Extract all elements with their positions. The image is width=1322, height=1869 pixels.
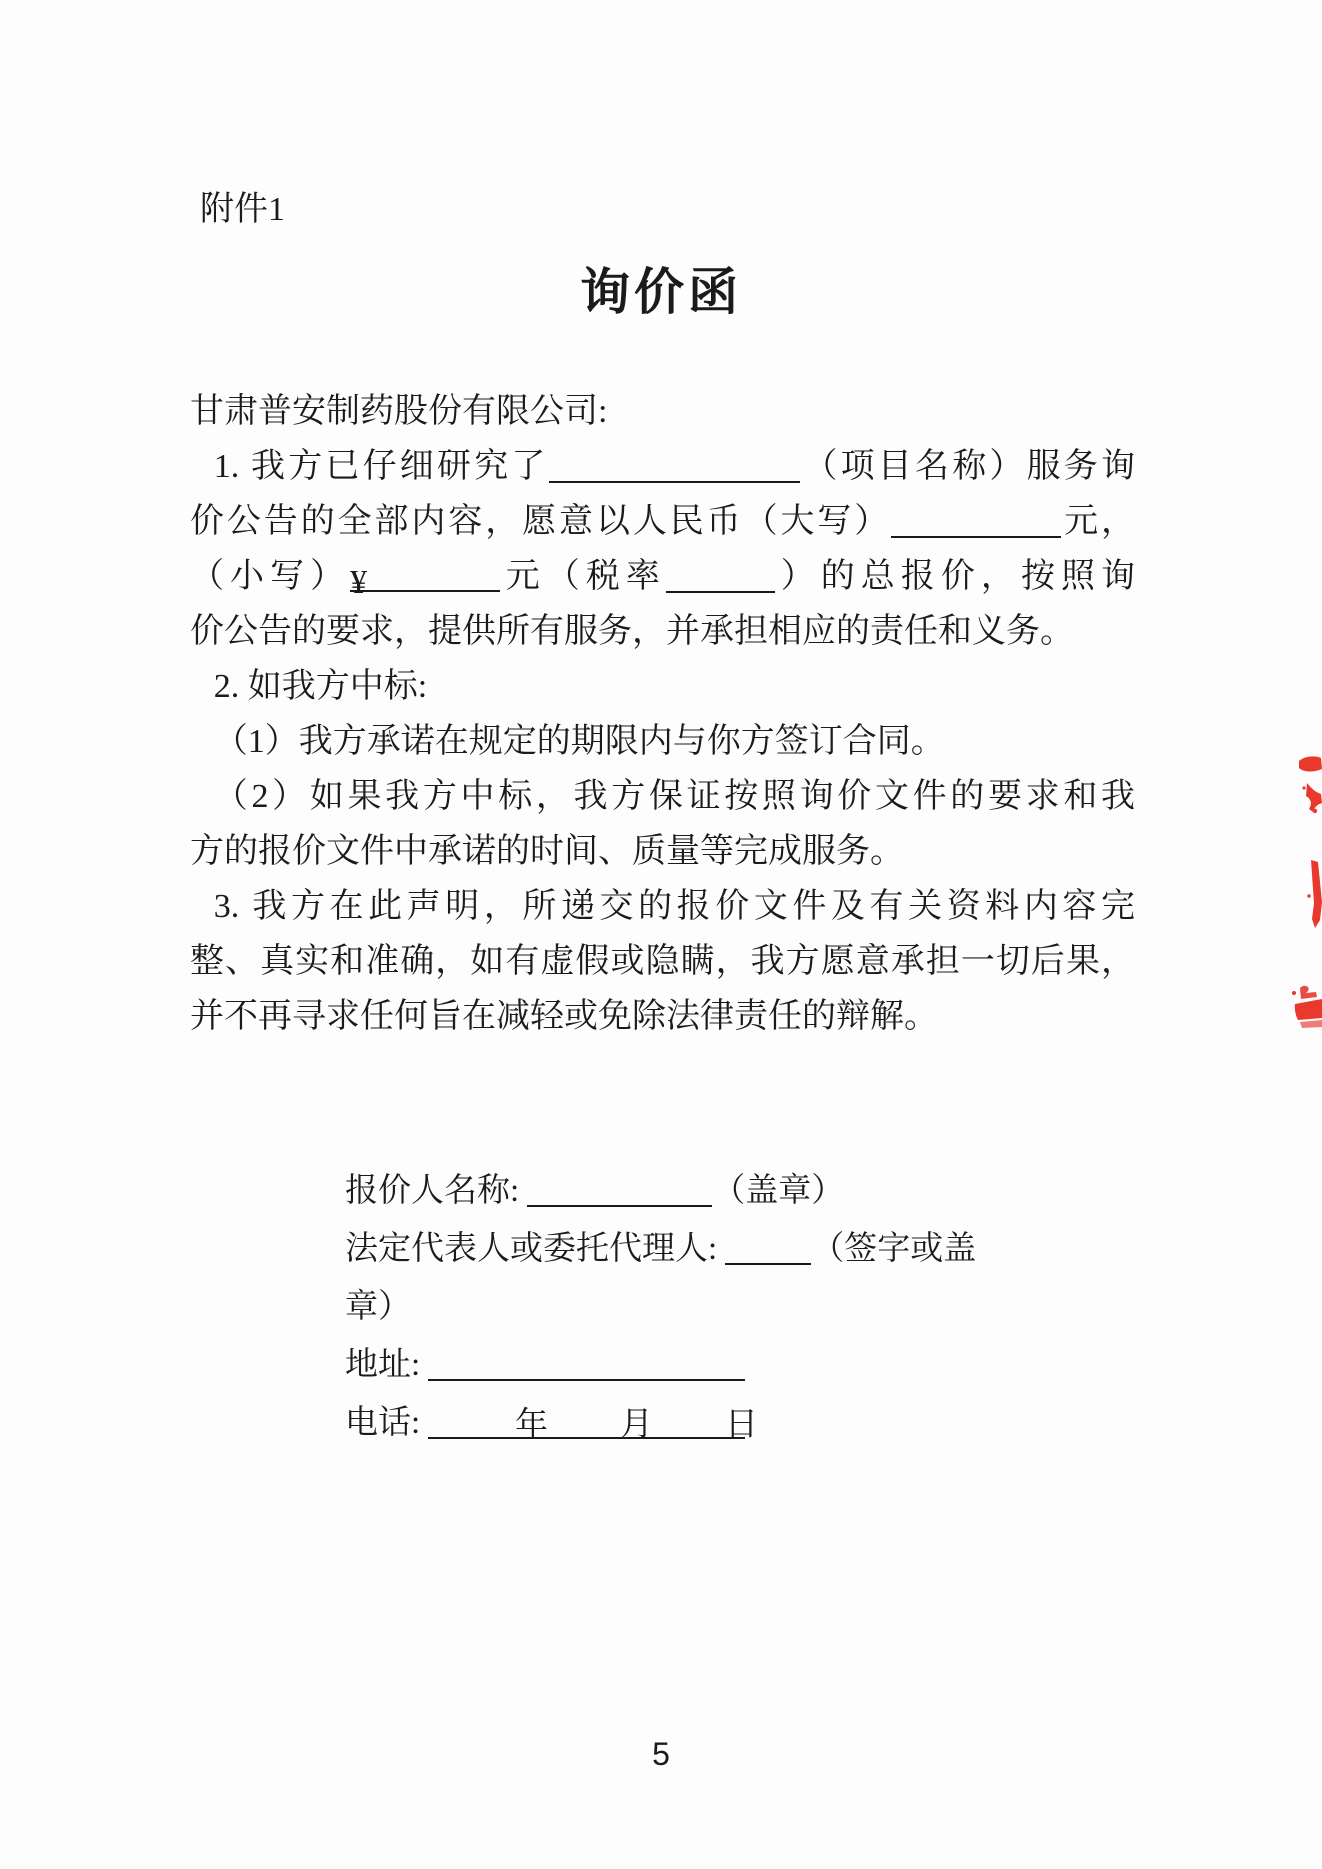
address-line xyxy=(345,1336,1005,1394)
body-line-6 xyxy=(190,714,1135,769)
body-line-10 xyxy=(190,934,1135,989)
text-segment: （盖章） xyxy=(712,1173,845,1209)
address-blank xyxy=(428,1345,745,1381)
amount-in-figures-blank: ¥ xyxy=(350,555,500,592)
text-segment: 整、真实和准确，如有虚假或隐瞒，我方愿意承担一切后果， xyxy=(190,943,1135,980)
text-segment: （2）如果我方中标，我方保证按照询价文件的要求和我 xyxy=(213,778,1135,815)
bidder-name-line xyxy=(345,1162,1005,1220)
legal-representative-line xyxy=(345,1220,1005,1336)
tax-rate-blank xyxy=(666,556,775,593)
text-segment: 价公告的全部内容，愿意以人民币（大写） xyxy=(190,503,892,540)
text-segment: 方的报价文件中承诺的时间、质量等完成服务。 xyxy=(190,833,904,870)
page-number: 5 xyxy=(652,1736,670,1772)
text-segment: 甘肃普安制药股份有限公司: xyxy=(190,393,608,430)
body-line-1 xyxy=(190,439,1135,494)
text-segment: 元， xyxy=(1061,503,1136,540)
body-line-8 xyxy=(190,824,1135,879)
text-segment: 地址: xyxy=(345,1347,429,1383)
stamp-fragment-marks xyxy=(1288,750,1322,1040)
body-line-4 xyxy=(190,604,1135,659)
text-segment: 报价人名称: xyxy=(345,1173,528,1209)
document-title: 询价函 xyxy=(580,264,742,320)
project-name-blank xyxy=(549,446,801,483)
text-segment: 1. 我方已仔细研究了 xyxy=(213,448,549,485)
text-segment: （签字或盖章） xyxy=(345,1231,977,1325)
letter-body xyxy=(190,384,1135,1044)
date-line: 年 月 日 xyxy=(515,1407,760,1443)
body-line-7 xyxy=(190,769,1135,824)
text-segment: 并不再寻求任何旨在减轻或免除法律责任的辩解。 xyxy=(190,998,938,1035)
text-segment: （1）我方承诺在规定的期限内与你方签订合同。 xyxy=(213,723,945,760)
body-line-11 xyxy=(190,989,1135,1044)
text-segment: 电话: xyxy=(345,1405,429,1441)
body-line-2 xyxy=(190,494,1135,549)
bidder-name-blank xyxy=(527,1171,712,1207)
amount-in-words-blank xyxy=(891,501,1061,538)
text-segment: 2. 如我方中标: xyxy=(213,668,428,705)
attachment-label: 附件1 xyxy=(200,191,285,228)
text-segment: （小写） xyxy=(190,558,351,595)
body-line-5 xyxy=(190,659,1135,714)
text-segment: 法定代表人或委托代理人: xyxy=(345,1231,726,1267)
representative-blank xyxy=(725,1229,811,1265)
text-segment: ）的总报价，按照询 xyxy=(774,558,1136,595)
text-segment: 元（税率 xyxy=(499,558,666,595)
body-line-3 xyxy=(190,549,1135,604)
body-line-9 xyxy=(190,879,1135,934)
text-segment: 价公告的要求，提供所有服务，并承担相应的责任和义务。 xyxy=(190,613,1074,650)
salutation-line xyxy=(190,384,1135,439)
text-segment: 3. 我方在此声明，所递交的报价文件及有关资料内容完 xyxy=(213,888,1135,925)
text-segment: （项目名称）服务询 xyxy=(800,448,1136,485)
